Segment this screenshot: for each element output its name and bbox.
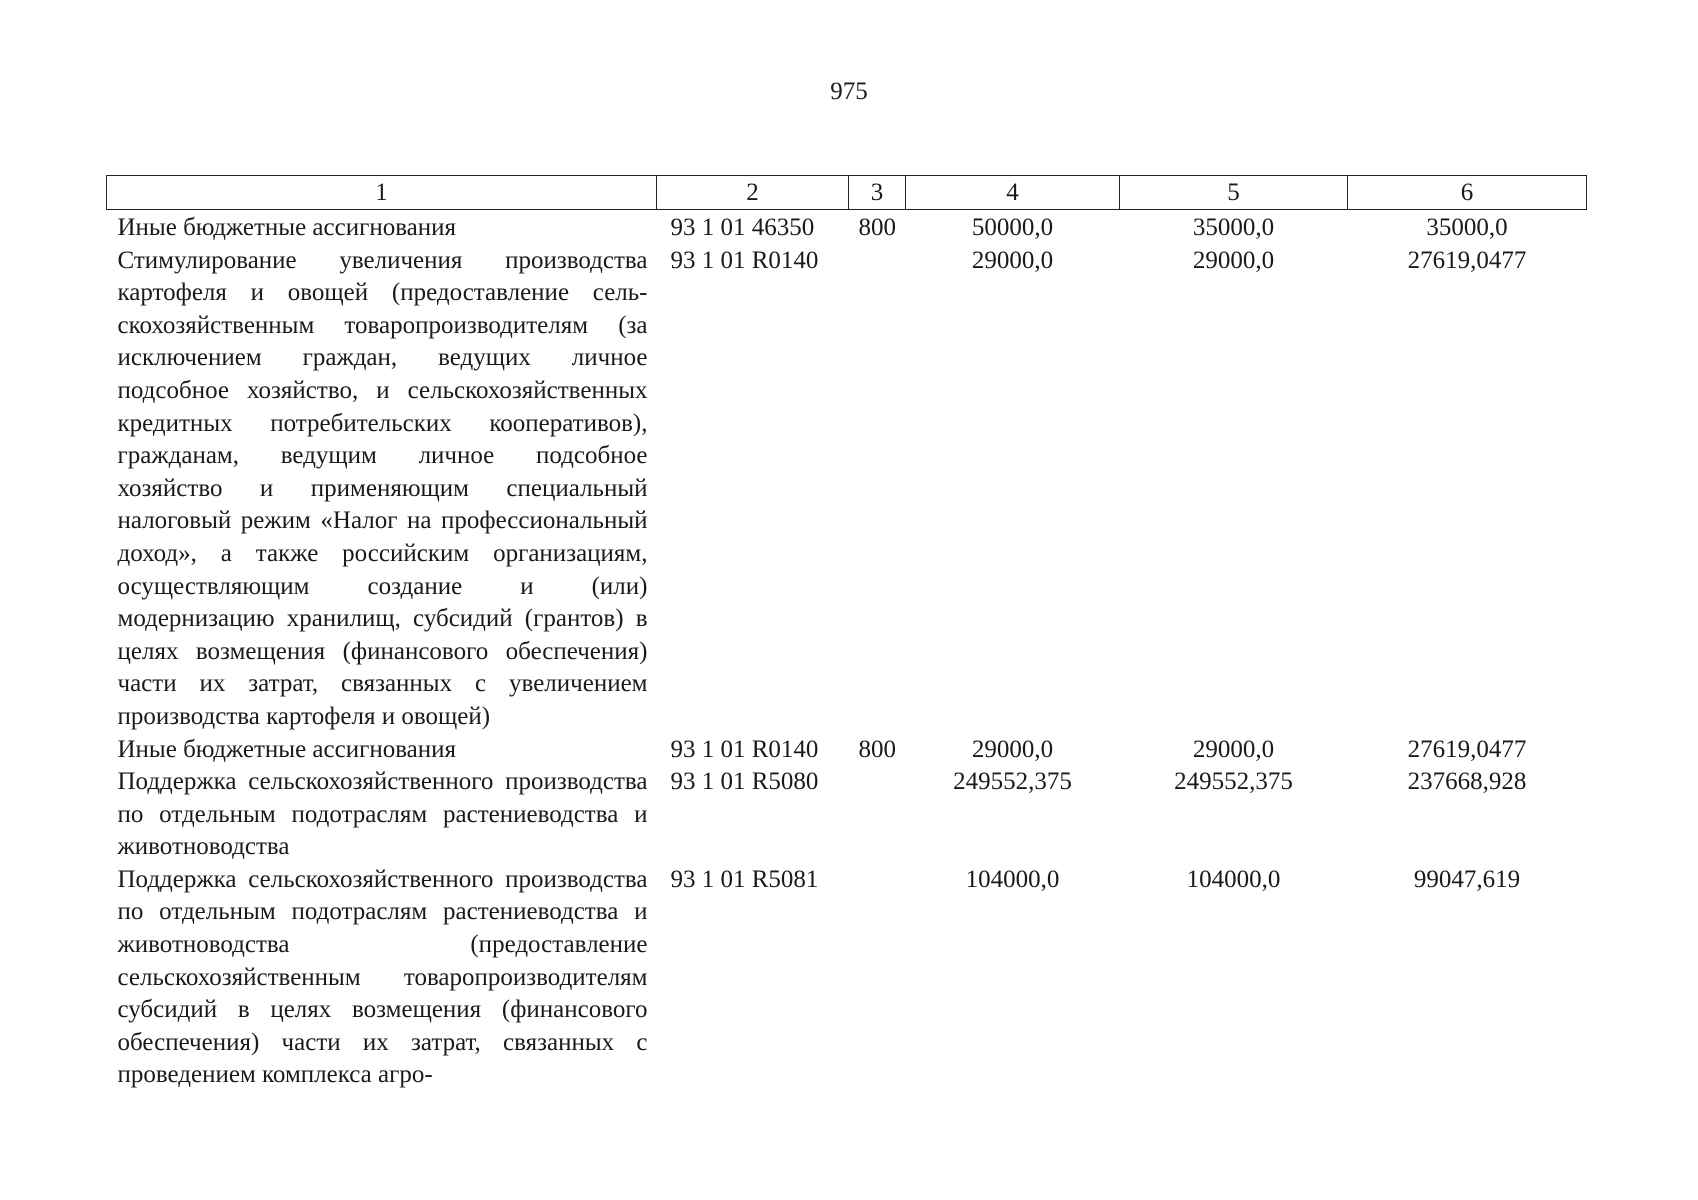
table-row — [107, 864, 1587, 1092]
page-number: 975 — [830, 78, 868, 105]
table-row — [107, 766, 1587, 864]
row-value-6: 237668,928 — [1407, 768, 1527, 796]
row-name: Поддержка сельскохозяйственного производства по отдельным подотраслям растениеводства и животноводства (предоставление сельскохозяйственным товаропроизводителям субсидий в целях возмещения (финансового обеспечения) части их затрат, связанных с проведением комплекса агро- — [117, 865, 648, 1089]
row-value-4: 249552,375 — [953, 768, 1072, 796]
row-code: 93 1 01 R0140 — [670, 246, 819, 274]
row-name: Стимулирование увеличения производства картофеля и овощей (предоставление сельскохозяйственным товаропроизводителям (за исключением граждан, ведущих личное подсобное хозяйство, и сельскохозяйственных кредитных потребительских кооперативов), гражданам, ведущим личное подсобное хозяйство и применяющим специальный налоговый режим «Налог на профессиональный доход», а также российским организациям, осуществляющим создание и (или) модернизацию хранилищ, субсидий (грантов) в целях возмещения (финансового обеспечения) части их затрат, связанных с увеличением производства картофеля и овощей) — [117, 246, 648, 730]
row-code: 93 1 01 46350 — [670, 214, 815, 241]
column-header-5: 5 — [1120, 176, 1348, 210]
table-row — [107, 210, 1587, 245]
table-row — [107, 245, 1587, 734]
row-value-5: 249552,375 — [1174, 768, 1293, 796]
row-type: 800 — [858, 735, 896, 763]
header-row — [107, 176, 1587, 210]
budget-table — [106, 175, 1587, 1092]
row-value-5: 29000,0 — [1192, 246, 1275, 274]
column-header-4: 4 — [906, 176, 1120, 210]
column-header-1: 1 — [107, 176, 657, 210]
row-value-5: 35000,0 — [1192, 214, 1275, 241]
table-body — [107, 210, 1587, 1093]
row-name: Иные бюджетные ассигнования — [117, 735, 457, 763]
column-header-6: 6 — [1348, 176, 1587, 210]
row-value-4: 50000,0 — [971, 214, 1054, 241]
row-code: 93 1 01 R5081 — [670, 865, 819, 893]
row-type: 800 — [858, 214, 896, 241]
row-value-4: 29000,0 — [971, 246, 1054, 274]
column-header-3: 3 — [849, 176, 906, 210]
row-value-5: 104000,0 — [1186, 865, 1281, 893]
row-type — [849, 864, 906, 1092]
row-value-5: 29000,0 — [1192, 735, 1275, 763]
row-value-6: 27619,0477 — [1407, 246, 1527, 274]
row-value-4: 104000,0 — [965, 865, 1060, 893]
table-row — [107, 734, 1587, 767]
row-type — [849, 245, 906, 734]
row-name: Иные бюджетные ассигнования — [117, 214, 457, 241]
row-type — [849, 766, 906, 864]
row-value-6: 99047,619 — [1413, 865, 1521, 893]
row-name: Поддержка сельскохозяйственного производства по отдельным подотраслям растениеводства и животноводства — [117, 768, 648, 861]
table-header — [107, 176, 1587, 210]
row-code: 93 1 01 R5080 — [670, 768, 819, 796]
row-code: 93 1 01 R0140 — [670, 735, 819, 763]
column-header-2: 2 — [657, 176, 849, 210]
row-value-4: 29000,0 — [971, 735, 1054, 763]
row-value-6: 35000,0 — [1426, 214, 1508, 241]
row-value-6: 27619,0477 — [1407, 735, 1527, 763]
